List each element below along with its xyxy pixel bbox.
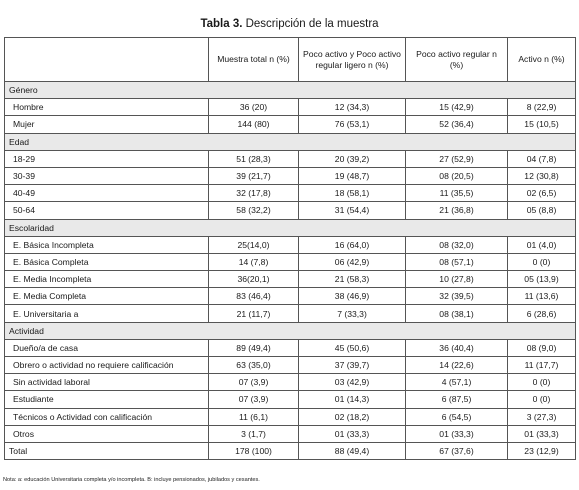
cell-value: 52 (36,4) xyxy=(406,116,508,133)
row-label: E. Básica Completa xyxy=(5,253,209,270)
cell-value: 11 (6,1) xyxy=(209,408,299,425)
cell-value: 08 (32,0) xyxy=(406,236,508,253)
cell-value: 7 (33,3) xyxy=(299,305,406,322)
table-row xyxy=(5,202,576,219)
cell-value: 15 (42,9) xyxy=(406,99,508,116)
table-row xyxy=(5,150,576,167)
table-row xyxy=(5,339,576,356)
cell-value: 0 (0) xyxy=(508,374,576,391)
cell-value: 0 (0) xyxy=(508,391,576,408)
table-row xyxy=(5,288,576,305)
total-value: 23 (12,9) xyxy=(508,442,576,459)
cell-value: 6 (54,5) xyxy=(406,408,508,425)
cell-value: 25(14,0) xyxy=(209,236,299,253)
cell-value: 0 (0) xyxy=(508,253,576,270)
section-header-row xyxy=(5,133,576,150)
cell-value: 21 (11,7) xyxy=(209,305,299,322)
cell-value: 36(20,1) xyxy=(209,271,299,288)
header-muestra-total: Muestra total n (%) xyxy=(209,38,299,82)
table-row xyxy=(5,305,576,322)
cell-value: 08 (57,1) xyxy=(406,253,508,270)
row-label: Mujer xyxy=(5,116,209,133)
table-row xyxy=(5,374,576,391)
table-row xyxy=(5,116,576,133)
table-row xyxy=(5,391,576,408)
section-header-row xyxy=(5,322,576,339)
table-caption xyxy=(0,18,579,30)
table-row xyxy=(5,408,576,425)
cell-value: 3 (1,7) xyxy=(209,425,299,442)
table-note: Nota: a: educación Universitaria completa y/o incompleta. B: incluye pensionados, jubilados y cesantes. xyxy=(3,477,260,483)
cell-value: 16 (64,0) xyxy=(299,236,406,253)
cell-value: 01 (33,3) xyxy=(508,425,576,442)
row-label: Obrero o actividad no requiere calificación xyxy=(5,357,209,374)
row-label: Dueño/a de casa xyxy=(5,339,209,356)
table-row xyxy=(5,99,576,116)
cell-value: 03 (42,9) xyxy=(299,374,406,391)
cell-value: 144 (80) xyxy=(209,116,299,133)
caption-label: Tabla 3. xyxy=(200,18,243,30)
caption-text: Descripción de la muestra xyxy=(245,18,379,30)
cell-value: 32 (17,8) xyxy=(209,185,299,202)
cell-value: 04 (7,8) xyxy=(508,150,576,167)
table-body xyxy=(5,82,576,460)
table-row xyxy=(5,167,576,184)
table-row xyxy=(5,357,576,374)
row-label: 30-39 xyxy=(5,167,209,184)
cell-value: 12 (30,8) xyxy=(508,167,576,184)
header-activo: Activo n (%) xyxy=(508,38,576,82)
cell-value: 01 (33,3) xyxy=(406,425,508,442)
cell-value: 12 (34,3) xyxy=(299,99,406,116)
cell-value: 08 (20,5) xyxy=(406,167,508,184)
table-row xyxy=(5,185,576,202)
cell-value: 36 (40,4) xyxy=(406,339,508,356)
cell-value: 31 (54,4) xyxy=(299,202,406,219)
cell-value: 11 (13,6) xyxy=(508,288,576,305)
cell-value: 10 (27,8) xyxy=(406,271,508,288)
cell-value: 11 (35,5) xyxy=(406,185,508,202)
cell-value: 11 (17,7) xyxy=(508,357,576,374)
row-label: 18-29 xyxy=(5,150,209,167)
cell-value: 36 (20) xyxy=(209,99,299,116)
table-row xyxy=(5,253,576,270)
cell-value: 19 (48,7) xyxy=(299,167,406,184)
sample-description-table xyxy=(4,37,576,460)
cell-value: 08 (9,0) xyxy=(508,339,576,356)
row-label: Hombre xyxy=(5,99,209,116)
cell-value: 6 (87,5) xyxy=(406,391,508,408)
section-title: Escolaridad xyxy=(5,219,576,236)
cell-value: 3 (27,3) xyxy=(508,408,576,425)
cell-value: 07 (3,9) xyxy=(209,374,299,391)
cell-value: 6 (28,6) xyxy=(508,305,576,322)
cell-value: 39 (21,7) xyxy=(209,167,299,184)
header-row xyxy=(5,38,576,82)
cell-value: 83 (46,4) xyxy=(209,288,299,305)
cell-value: 8 (22,9) xyxy=(508,99,576,116)
total-value: 67 (37,6) xyxy=(406,442,508,459)
cell-value: 01 (33,3) xyxy=(299,425,406,442)
cell-value: 02 (18,2) xyxy=(299,408,406,425)
table-row xyxy=(5,425,576,442)
cell-value: 01 (4,0) xyxy=(508,236,576,253)
table-row xyxy=(5,236,576,253)
cell-value: 4 (57,1) xyxy=(406,374,508,391)
cell-value: 63 (35,0) xyxy=(209,357,299,374)
row-label: E. Media Incompleta xyxy=(5,271,209,288)
row-label: Estudiante xyxy=(5,391,209,408)
cell-value: 21 (36,8) xyxy=(406,202,508,219)
cell-value: 45 (50,6) xyxy=(299,339,406,356)
row-label: 50-64 xyxy=(5,202,209,219)
header-empty xyxy=(5,38,209,82)
cell-value: 01 (14,3) xyxy=(299,391,406,408)
cell-value: 08 (38,1) xyxy=(406,305,508,322)
total-value: 88 (49,4) xyxy=(299,442,406,459)
cell-value: 76 (53,1) xyxy=(299,116,406,133)
row-label: E. Básica Incompleta xyxy=(5,236,209,253)
cell-value: 14 (22,6) xyxy=(406,357,508,374)
cell-value: 15 (10,5) xyxy=(508,116,576,133)
cell-value: 05 (13,9) xyxy=(508,271,576,288)
cell-value: 14 (7,8) xyxy=(209,253,299,270)
cell-value: 20 (39,2) xyxy=(299,150,406,167)
row-label: Otros xyxy=(5,425,209,442)
cell-value: 07 (3,9) xyxy=(209,391,299,408)
section-header-row xyxy=(5,82,576,99)
cell-value: 32 (39,5) xyxy=(406,288,508,305)
cell-value: 51 (28,3) xyxy=(209,150,299,167)
total-row xyxy=(5,442,576,459)
header-poco-activo-ligero: Poco activo y Poco activo regular ligero n (%) xyxy=(299,38,406,82)
section-header-row xyxy=(5,219,576,236)
section-title: Edad xyxy=(5,133,576,150)
row-label: 40-49 xyxy=(5,185,209,202)
cell-value: 37 (39,7) xyxy=(299,357,406,374)
cell-value: 02 (6,5) xyxy=(508,185,576,202)
row-label: E. Universitaria a xyxy=(5,305,209,322)
section-title: Género xyxy=(5,82,576,99)
cell-value: 58 (32,2) xyxy=(209,202,299,219)
total-value: 178 (100) xyxy=(209,442,299,459)
header-poco-activo-regular: Poco activo regular n (%) xyxy=(406,38,508,82)
cell-value: 27 (52,9) xyxy=(406,150,508,167)
cell-value: 38 (46,9) xyxy=(299,288,406,305)
table-row xyxy=(5,271,576,288)
cell-value: 05 (8,8) xyxy=(508,202,576,219)
cell-value: 06 (42,9) xyxy=(299,253,406,270)
row-label: Técnicos o Actividad con calificación xyxy=(5,408,209,425)
section-title: Actividad xyxy=(5,322,576,339)
cell-value: 18 (58,1) xyxy=(299,185,406,202)
row-label: Sin actividad laboral xyxy=(5,374,209,391)
total-label: Total xyxy=(5,442,209,459)
cell-value: 89 (49,4) xyxy=(209,339,299,356)
row-label: E. Media Completa xyxy=(5,288,209,305)
cell-value: 21 (58,3) xyxy=(299,271,406,288)
